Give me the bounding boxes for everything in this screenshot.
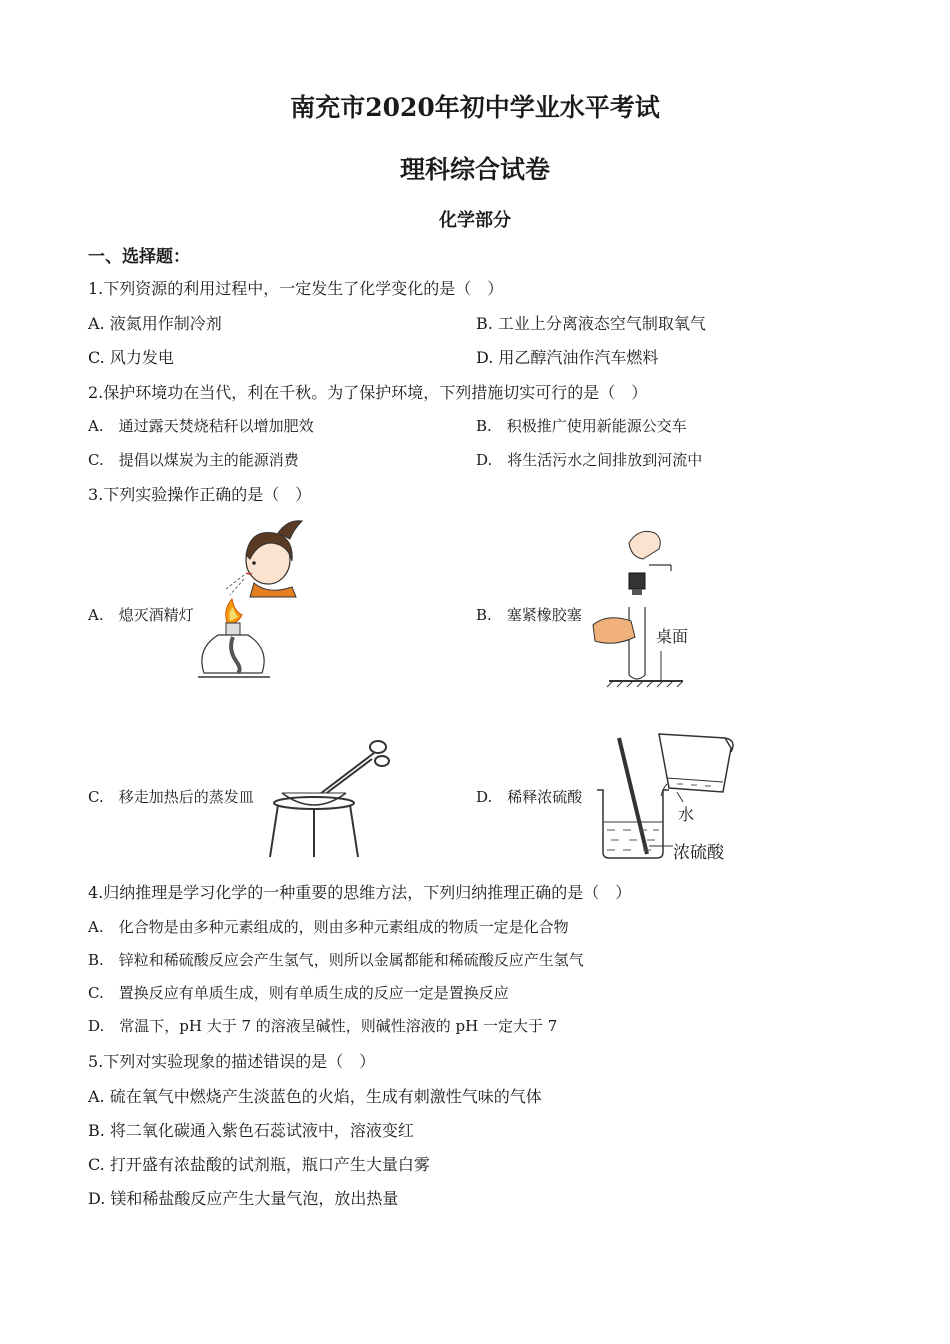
question-2-stem: 2.保护环境功在当代，利在千秋。为了保护环境，下列措施切实可行的是（ ） xyxy=(88,383,648,402)
question-3-option-a: A. 熄灭酒精灯 xyxy=(88,606,194,624)
question-4-option-c: C. 置换反应有单质生成，则有单质生成的反应一定是置换反应 xyxy=(88,984,509,1002)
label-water: 水 xyxy=(678,805,695,824)
question-1-option-c: C. 风力发电 xyxy=(88,348,174,367)
figure-move-dish xyxy=(262,735,392,863)
question-3-option-c: C. 移走加热后的蒸发皿 xyxy=(88,788,254,806)
question-1-option-b: B. 工业上分离液态空气制取氧气 xyxy=(476,314,706,333)
question-2-option-d: D. 将生活污水之间排放到河流中 xyxy=(476,451,703,469)
question-3-option-d: D. 稀释浓硫酸 xyxy=(476,788,583,806)
question-5-option-b: B. 将二氧化碳通入紫色石蕊试液中，溶液变红 xyxy=(88,1121,414,1140)
question-2-option-b: B. 积极推广使用新能源公交车 xyxy=(476,417,687,435)
question-2-option-c: C. 提倡以煤炭为主的能源消费 xyxy=(88,451,299,469)
part-title: 化学部分 xyxy=(439,210,511,231)
question-4-stem: 4.归纳推理是学习化学的一种重要的思维方法，下列归纳推理正确的是（ ） xyxy=(88,883,632,902)
question-4-option-b: B. 锌粒和稀硫酸反应会产生氢气，则所以金属都能和稀硫酸反应产生氢气 xyxy=(88,951,584,969)
question-5-option-c: C. 打开盛有浓盐酸的试剂瓶，瓶口产生大量白雾 xyxy=(88,1155,430,1174)
section-heading: 一、选择题： xyxy=(88,247,190,267)
question-5-stem: 5.下列对实验现象的描述错误的是（ ） xyxy=(88,1052,376,1071)
question-3-option-b: B. 塞紧橡胶塞 xyxy=(476,606,582,624)
label-desk: 桌面 xyxy=(656,627,689,646)
question-2-option-a: A. 通过露天焚烧秸秆以增加肥效 xyxy=(88,417,314,435)
question-1-stem: 1.下列资源的利用过程中，一定发生了化学变化的是（ ） xyxy=(88,279,504,298)
question-1-option-d: D. 用乙醇汽油作汽车燃料 xyxy=(476,348,659,367)
question-4-option-a: A. 化合物是由多种元素组成的，则由多种元素组成的物质一定是化合物 xyxy=(88,918,569,936)
question-5-option-a: A. 硫在氧气中燃烧产生淡蓝色的火焰，生成有刺激性气味的气体 xyxy=(88,1087,542,1106)
exam-title: 南充市2020年初中学业水平考试 xyxy=(290,93,660,122)
question-3-stem: 3.下列实验操作正确的是（ ） xyxy=(88,485,312,504)
question-5-option-d: D. 镁和稀盐酸反应产生大量气泡，放出热量 xyxy=(88,1189,399,1208)
figure-insert-stopper xyxy=(585,525,695,690)
label-acid: 浓硫酸 xyxy=(673,843,724,863)
exam-subtitle: 理科综合试卷 xyxy=(399,155,550,184)
question-1-option-a: A. 液氮用作制冷剂 xyxy=(88,314,222,333)
question-4-option-d: D. 常温下，pH 大于 7 的溶液呈碱性，则碱性溶液的 pH 一定大于 7 xyxy=(88,1017,558,1035)
figure-blow-out-lamp xyxy=(198,515,308,685)
